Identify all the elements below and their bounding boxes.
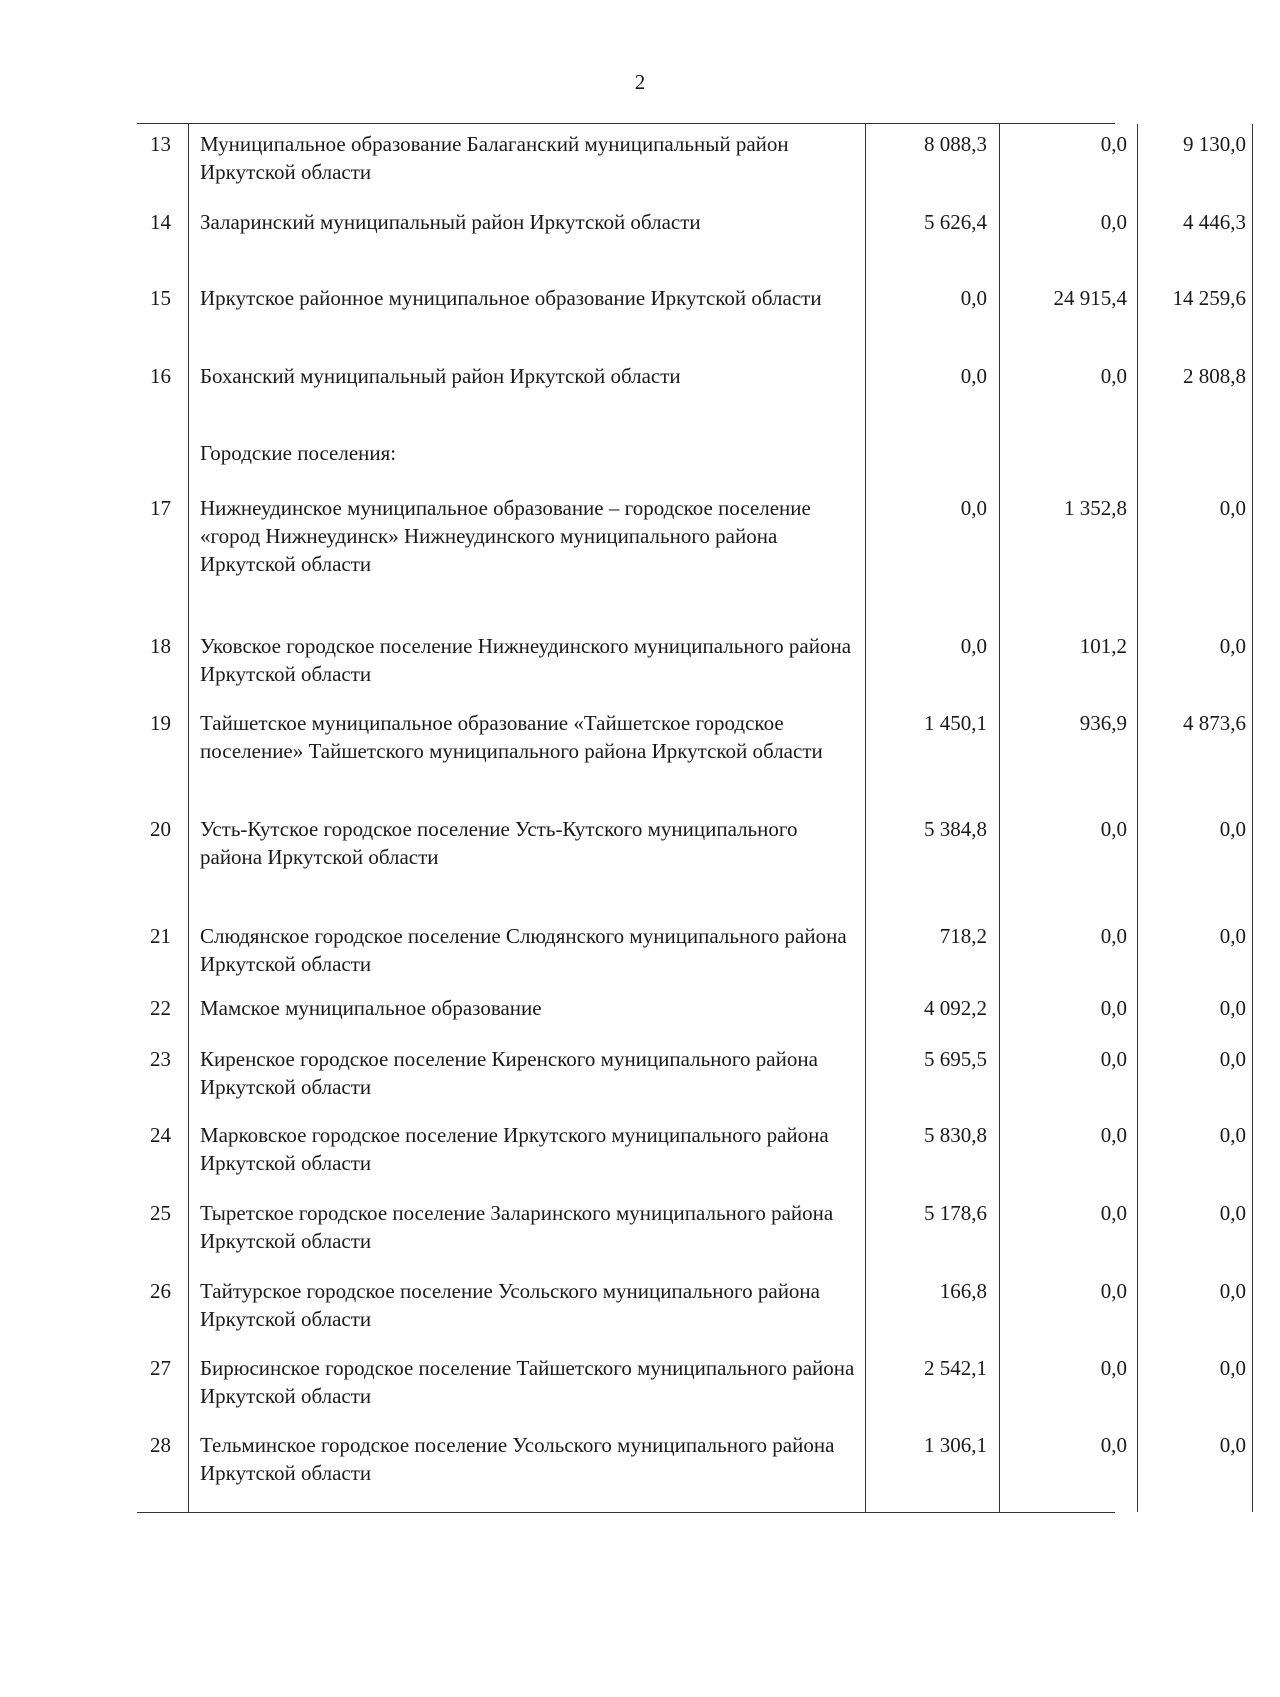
column-divider (1252, 124, 1253, 1512)
value-col3: 2 808,8 (1183, 364, 1246, 388)
row-name: Боханский муниципальный район Иркутской области (200, 364, 681, 388)
table-row (137, 709, 1246, 815)
row-name: Городские поселения: (200, 441, 397, 465)
table-row (137, 994, 1246, 1045)
value-col2: 0,0 (1100, 1123, 1127, 1147)
value-col1: 5 626,4 (924, 210, 987, 234)
row-name: Муниципальное образование Балаганский муниципальный район Иркутской области (200, 132, 789, 184)
table-row (137, 362, 1246, 439)
table-row (137, 130, 1246, 208)
table-row (137, 284, 1246, 362)
value-col3: 9 130,0 (1183, 132, 1246, 156)
table-row (137, 494, 1246, 632)
value-col1: 5 695,5 (924, 1047, 987, 1071)
table-row (137, 1045, 1246, 1121)
table-row (137, 1431, 1246, 1511)
value-col1: 1 306,1 (924, 1433, 987, 1457)
row-name: Заларинский муниципальный район Иркутской области (200, 210, 701, 234)
value-col1: 0,0 (960, 364, 987, 388)
row-number: 18 (150, 634, 171, 658)
value-col1: 2 542,1 (924, 1356, 987, 1380)
row-number: 16 (150, 364, 171, 388)
table-row (137, 922, 1246, 994)
value-col3: 0,0 (1219, 634, 1246, 658)
row-number: 24 (150, 1123, 171, 1147)
value-col1: 5 830,8 (924, 1123, 987, 1147)
value-col3: 4 873,6 (1183, 711, 1246, 735)
value-col3: 0,0 (1219, 817, 1246, 841)
value-col2: 0,0 (1100, 1201, 1127, 1225)
value-col1: 5 384,8 (924, 817, 987, 841)
row-name: Тельминское городское поселение Усольского муниципального района Иркутской области (200, 1433, 835, 1485)
row-number: 23 (150, 1047, 171, 1071)
value-col1: 166,8 (939, 1279, 987, 1303)
table-row (137, 1354, 1246, 1431)
value-col2: 0,0 (1100, 1433, 1127, 1457)
table-row (137, 1277, 1246, 1354)
row-number: 21 (150, 924, 171, 948)
row-number: 13 (150, 132, 171, 156)
table-row (137, 1121, 1246, 1199)
value-col3: 0,0 (1219, 1047, 1246, 1071)
value-col2: 0,0 (1100, 1047, 1127, 1071)
value-col2: 0,0 (1100, 364, 1127, 388)
row-name: Киренское городское поселение Киренского муниципального района Иркутской области (200, 1047, 818, 1099)
value-col1: 8 088,3 (924, 132, 987, 156)
row-number: 17 (150, 496, 171, 520)
page-number: 2 (634, 70, 646, 94)
value-col3: 0,0 (1219, 924, 1246, 948)
value-col3: 0,0 (1219, 1123, 1246, 1147)
value-col3: 0,0 (1219, 1201, 1246, 1225)
section-header-row (137, 439, 1115, 494)
row-name: Бирюсинское городское поселение Тайшетского муниципального района Иркутской области (200, 1356, 855, 1408)
value-col1: 4 092,2 (924, 996, 987, 1020)
row-number: 20 (150, 817, 171, 841)
row-number: 27 (150, 1356, 171, 1380)
value-col2: 0,0 (1100, 817, 1127, 841)
table-row (137, 632, 1246, 709)
table-row (137, 208, 1246, 284)
row-name: Тайтурское городское поселение Усольского муниципального района Иркутской области (200, 1279, 820, 1331)
row-number: 22 (150, 996, 171, 1020)
row-name: Марковское городское поселение Иркутского муниципального района Иркутской области (200, 1123, 829, 1175)
row-name: Тыретское городское поселение Заларинского муниципального района Иркутской области (200, 1201, 834, 1253)
row-number: 28 (150, 1433, 171, 1457)
value-col2: 0,0 (1100, 1279, 1127, 1303)
row-number: 19 (150, 711, 171, 735)
budget-table (137, 123, 1246, 1513)
value-col3: 4 446,3 (1183, 210, 1246, 234)
row-name: Усть-Кутское городское поселение Усть-Кутского муниципального района Иркутской области (200, 817, 798, 869)
row-number: 25 (150, 1201, 171, 1225)
value-col3: 0,0 (1219, 1279, 1246, 1303)
value-col3: 14 259,6 (1172, 286, 1246, 310)
value-col3: 0,0 (1219, 1356, 1246, 1380)
row-name: Иркутское районное муниципальное образование Иркутской области (200, 286, 822, 310)
row-name: Тайшетское муниципальное образование «Тайшетское городское поселение» Тайшетского муниципального района Иркутской области (200, 711, 823, 763)
value-col2: 0,0 (1100, 924, 1127, 948)
value-col2: 936,9 (1079, 711, 1127, 735)
value-col2: 0,0 (1100, 210, 1127, 234)
value-col3: 0,0 (1219, 996, 1246, 1020)
column-divider (1137, 124, 1138, 1512)
row-name: Слюдянское городское поселение Слюдянского муниципального района Иркутской области (200, 924, 847, 976)
value-col1: 1 450,1 (924, 711, 987, 735)
row-name: Мамское муниципальное образование (200, 996, 542, 1020)
row-name: Уковское городское поселение Нижнеудинского муниципального района Иркутской области (200, 634, 852, 686)
row-number: 14 (150, 210, 171, 234)
value-col1: 5 178,6 (924, 1201, 987, 1225)
row-name: Нижнеудинское муниципальное образование – городское поселение «город Нижнеудинск» Нижнеудинского муниципального района Иркутской области (200, 496, 811, 576)
table-row (137, 1199, 1246, 1277)
value-col2: 24 915,4 (1053, 286, 1127, 310)
value-col1: 0,0 (960, 286, 987, 310)
row-number: 15 (150, 286, 171, 310)
value-col2: 0,0 (1100, 132, 1127, 156)
value-col3: 0,0 (1219, 496, 1246, 520)
value-col1: 0,0 (960, 496, 987, 520)
value-col2: 101,2 (1079, 634, 1127, 658)
value-col2: 1 352,8 (1064, 496, 1127, 520)
value-col2: 0,0 (1100, 996, 1127, 1020)
table-row (137, 815, 1246, 922)
row-number: 26 (150, 1279, 171, 1303)
value-col1: 718,2 (939, 924, 987, 948)
value-col1: 0,0 (960, 634, 987, 658)
value-col2: 0,0 (1100, 1356, 1127, 1380)
value-col3: 0,0 (1219, 1433, 1246, 1457)
